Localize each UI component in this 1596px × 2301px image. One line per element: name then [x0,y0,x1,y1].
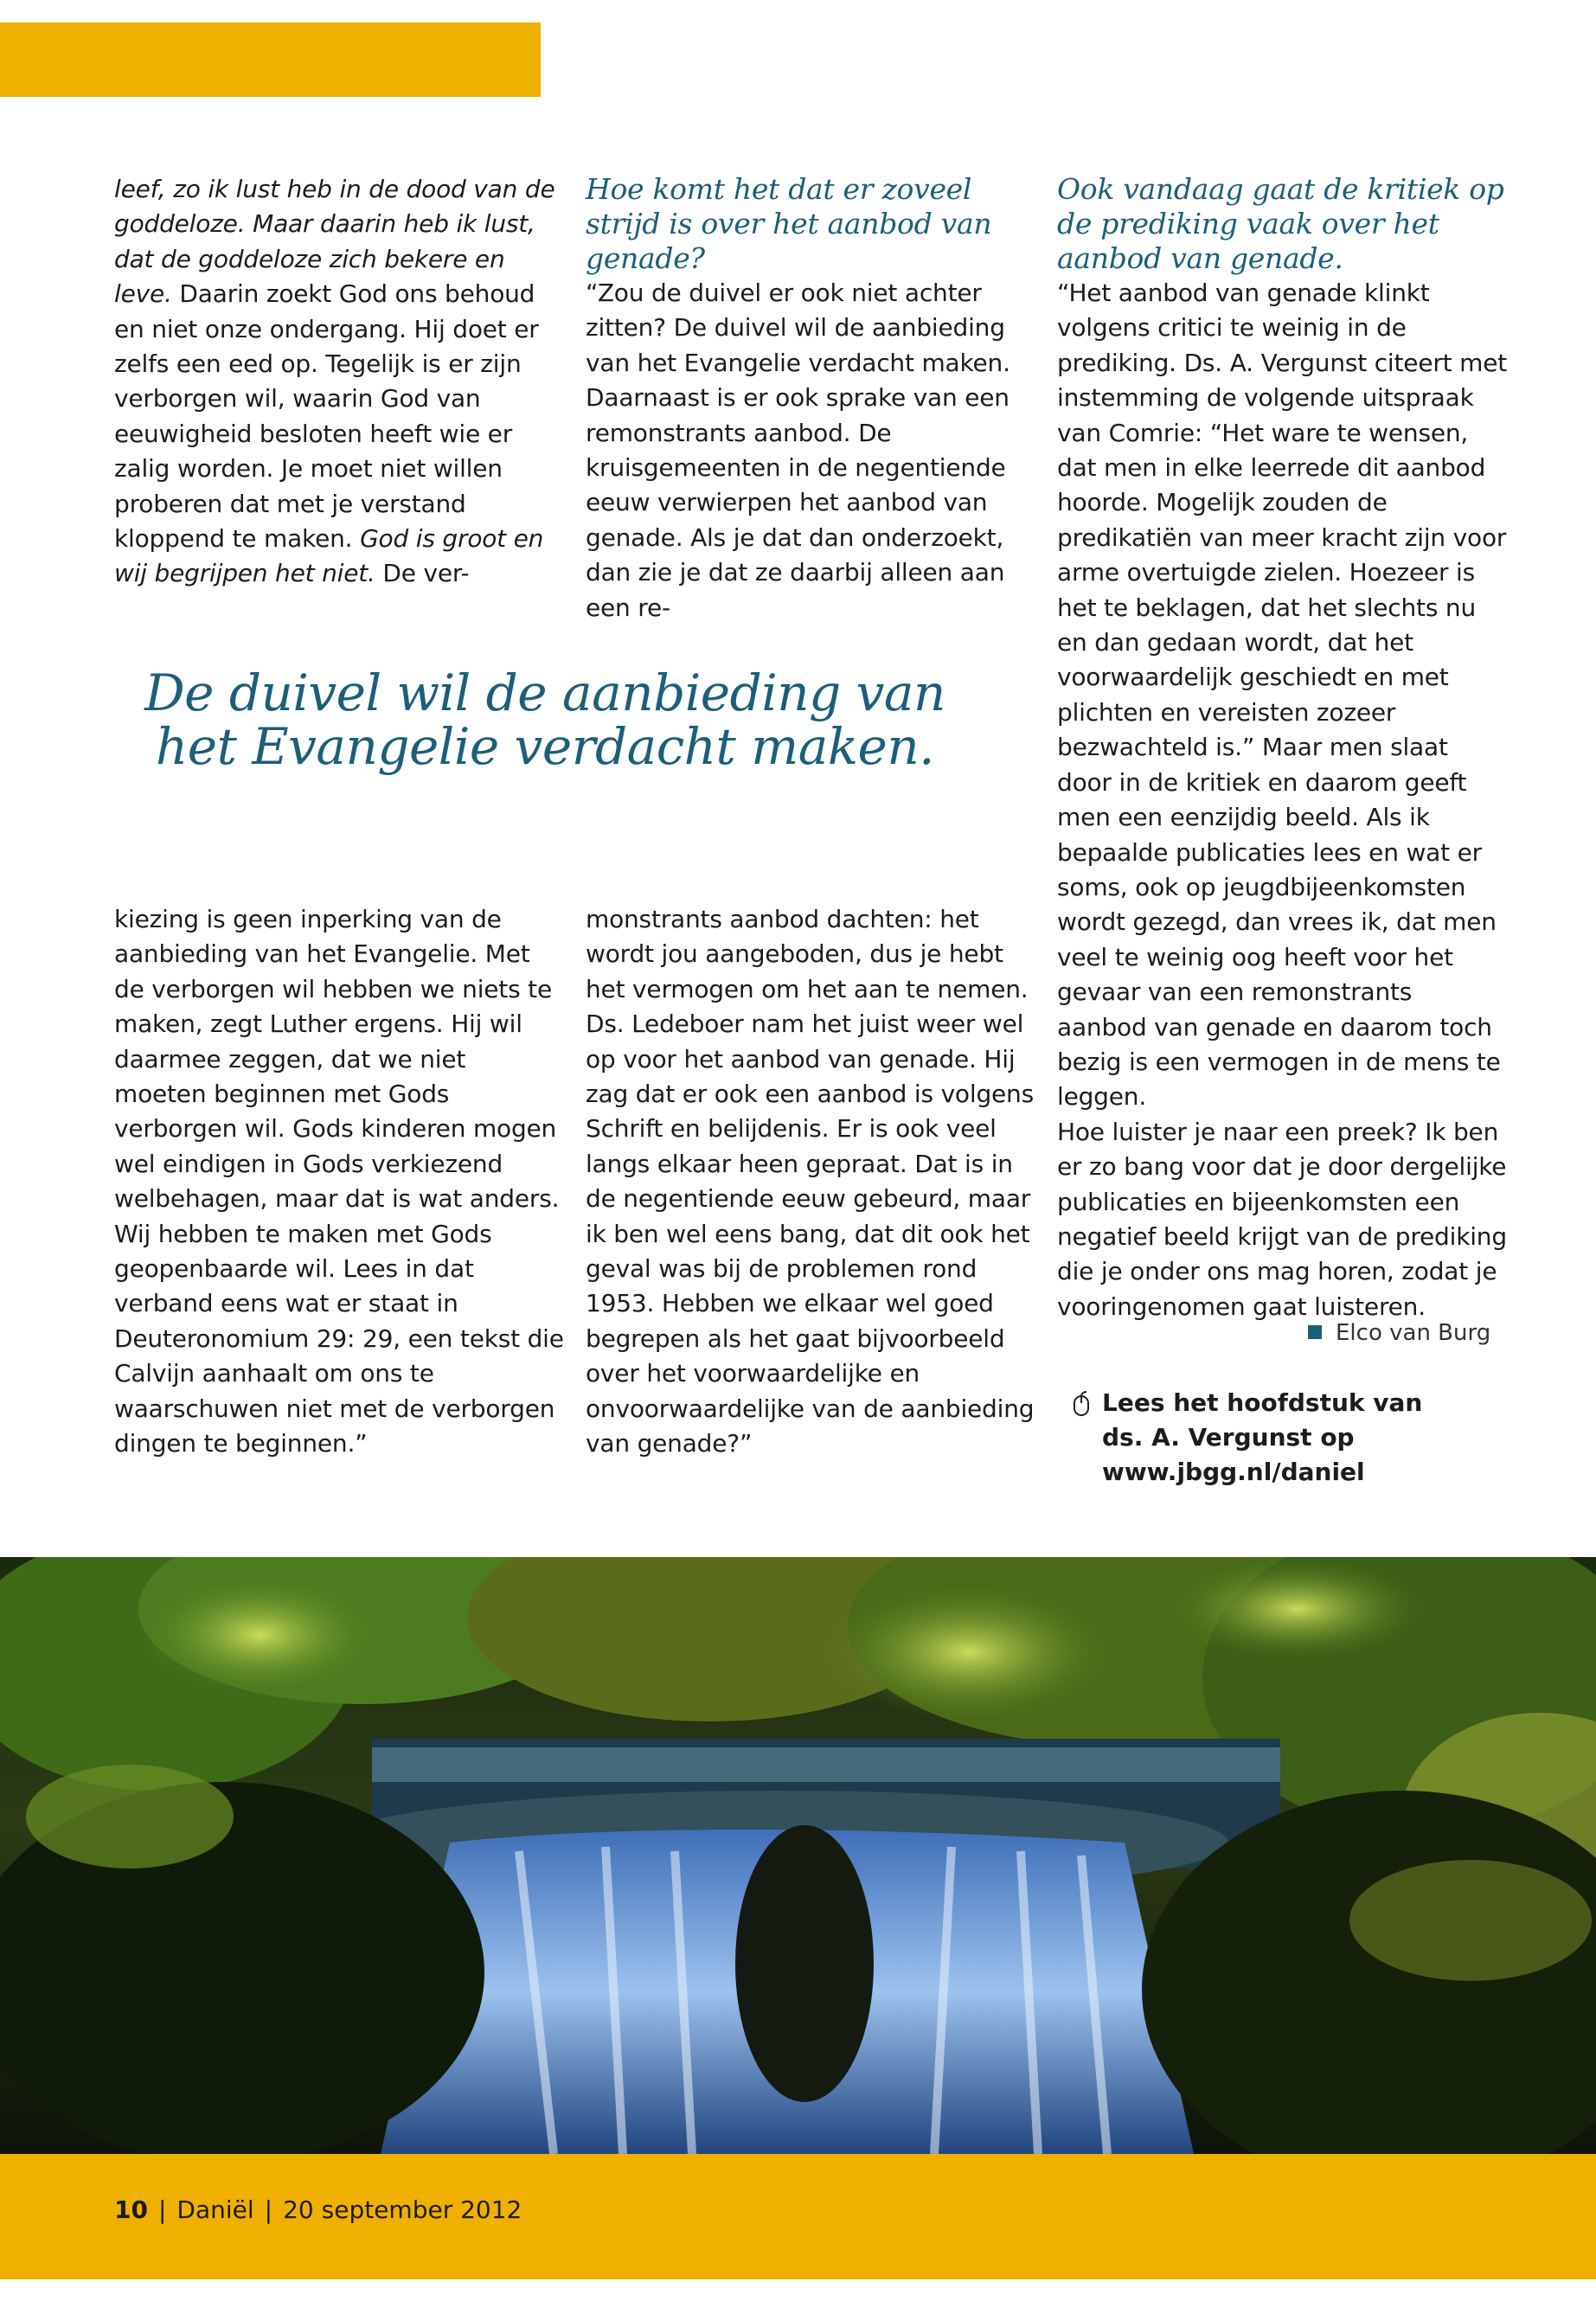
column-3 [1057,172,1507,1324]
top-accent-bar [0,22,541,97]
issue-date: 20 september 2012 [283,2195,522,2224]
read-more-link[interactable]: Lees het hoofdstuk van ds. A. Vergunst op www.jbgg.nl/daniel [1102,1388,1423,1486]
body-text: monstrants aanbod dachten: het wordt jou aangeboden, dus je hebt het vermogen om het aan te nemen. Ds. Ledeboer nam het juist weer wel op voor het aanbod van genade. Hij zag dat er ook een aanbod is volgens Schrift en belijdenis. Er is ook veel langs elkaar heen gepraat. Dat is in de negentiende eeuw gebeurd, maar ik ben wel eens bang, dat dit ook het geval was bij de problemen rond 1953. Hebben we elkaar wel goed begrepen als het gaat bijvoorbeeld over het voorwaardelijke en onvoorwaardelijke van de aanbieding van genade?” [586,905,1035,1458]
body-text: Daarin zoekt God ons behoud en niet onze ondergang. Hij doet er zelfs een eed op. Tegelijk is er zijn verborgen wil, waarin God van eeuwigheid besloten heeft wie er zalig worden. Je moet niet willen proberen dat met je verstand kloppend te maken. [114,279,539,554]
author-signature [1308,1320,1490,1346]
column-1-top [114,172,564,592]
page-number: 10 [114,2195,148,2224]
waterfall-illustration [0,1557,1596,2154]
separator: | [157,2195,167,2224]
paragraph [114,172,564,592]
italic-quote: leef, zo ik lust heb in de dood van de goddeloze. Maar daarin heb ik lust, dat de goddeloze zich bekere en leve. [114,175,555,309]
author-name: Elco van Burg [1336,1320,1491,1346]
body-text: “Zou de duivel er ook niet achter zitten? De duivel wil de aanbieding van het Evangelie verdacht maken. Daarnaast is er ook sprake van een remonstrants aanbod. De kruisgemeenten in de negentiende eeuw verwierpen het aanbod van genade. Als je dat dan onderzoekt, dan zie je dat ze daarbij alleen aan een re- [586,279,1010,622]
pull-quote: De duivel wil de aanbieding van het Evangelie verdacht maken. [144,663,945,776]
body-text: De ver- [375,559,470,588]
magazine-name: Daniël [176,2195,254,2224]
column-2-top [586,172,1035,625]
body-text: kiezing is geen inperking van de aanbieding van het Evangelie. Met de verborgen wil hebben we niets te maken, zegt Luther ergens. Hij wil daarmee zeggen, dat we niet moeten beginnen met Gods verborgen wil. Gods kinderen mogen wel eindigen in Gods verkiezend welbehagen, maar dat is wat anders. Wij hebben te maken met Gods geopenbaarde wil. Lees in dat verband eens wat er staat in Deuteronomium 29: 29, een tekst die Calvijn aanhaalt om ons te waarschuwen niet met de verborgen dingen te beginnen.” [114,905,564,1458]
body-text: Hoe luister je naar een preek? Ik ben er zo bang voor dat je door dergelijke publicaties en bijeenkomsten een negatief beeld krijgt van de prediking die je onder ons mag horen, zodat je vooringenomen gaat luisteren. [1057,1117,1507,1321]
column-1-bottom [114,902,564,1462]
mouse-icon [1073,1391,1092,1417]
footer-bar [0,2154,1596,2279]
italic-quote: God is groot en wij begrijpen het niet. [114,524,544,588]
section-heading: Hoe komt het dat er zoveel strijd is over het aanbod van genade? [586,172,992,275]
square-bullet-icon [1308,1325,1322,1339]
separator: | [264,2195,273,2224]
section-heading: Ook vandaag gaat de kritiek op de prediking vaak over het aanbod van genade. [1057,172,1504,275]
waterfall-photo [0,1557,1596,2154]
read-more-callout[interactable] [1073,1386,1471,1490]
body-text: “Het aanbod van genade klinkt volgens critici te weinig in de prediking. Ds. A. Vergunst citeert met instemming de volgende uitspraak van Comrie: “Het ware te wensen, dat men in elke leerrede dit aanbod hoorde. Mogelijk zouden de predikatiën van meer kracht zijn voor arme overtuigde zielen. Hoezeer is het te beklagen, dat het slechts nu en dan gedaan wordt, dat het voorwaardelijk geschiedt en met plichten en vereisten zozeer bezwachteld is.” Maar men slaat door in de kritiek en daarom geeft men een eenzijdig beeld. Als ik bepaalde publicaties lees en wat er soms, ook op jeugdbijeenkomsten wordt gezegd, dan vrees ik, dat men veel te weinig oog heeft voor het gevaar van een remonstrants aanbod van genade en daarom toch bezig is een vermogen in de mens te leggen. [1057,279,1508,1112]
column-2-bottom [586,902,1035,1462]
footer-text [114,2195,522,2224]
